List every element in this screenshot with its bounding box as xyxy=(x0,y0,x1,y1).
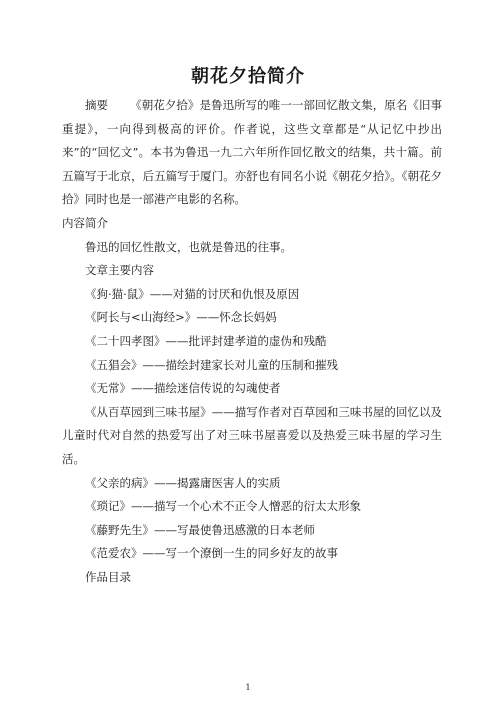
essay-item-wuchang-fair: 《五猖会》——描绘封建家长对儿童的压制和摧残 xyxy=(85,357,338,372)
document-title: 朝花夕拾简介 xyxy=(191,66,305,87)
essay-item-twenty-four-filial: 《二十四孝图》——批评封建孝道的虚伪和残酷 xyxy=(85,333,327,348)
essay-item-dog-cat-mouse: 《狗·猫·鼠》——对猫的讨厌和仇恨及原因 xyxy=(85,286,300,301)
essay-item-ah-chang: 《阿长与<山海经>》——怀念长妈妈 xyxy=(85,310,277,325)
essay-item-trivial-notes: 《琐记》——描写一个心术不正令人憎恶的衍太太形象 xyxy=(85,499,361,514)
abstract-paragraph xyxy=(62,94,442,212)
essay-item-wuchang: 《无常》——描绘迷信传说的勾魂使者 xyxy=(85,381,281,396)
abstract-text: 《朝花夕拾》是鲁迅所写的唯一一部回忆散文集，原名《旧事重提》，一向得到极高的评价。作者说，这些文章都是“从记忆中抄出来”的“回忆文”。本书为鲁迅一九二六年所作回忆散文的结集，共十篇。前五篇写于北京，后五篇写于厦门。亦舒也有同名小说《朝花夕拾》。《朝花夕拾》同时也是一部港产电影的名称。 xyxy=(62,98,443,207)
essay-item-fujino: 《藤野先生》——写最使鲁迅感激的日本老师 xyxy=(85,522,315,537)
intro-text: 鲁迅的回忆性散文，也就是鲁迅的往事。 xyxy=(85,239,292,254)
essay-item-fathers-illness: 《父亲的病》——揭露庸医害人的实质 xyxy=(85,475,281,490)
intro-heading: 内容简介 xyxy=(62,215,108,230)
page-number: 1 xyxy=(245,683,251,692)
abstract-label: 摘要 xyxy=(85,98,109,112)
main-content-heading: 文章主要内容 xyxy=(85,263,154,278)
toc-heading: 作品目录 xyxy=(85,569,131,584)
essay-item-baicaoyuan: 《从百草园到三味书屋》——描写作者对百草园和三味书屋的回忆以及儿童时代对自然的热爱写出了对三味书屋喜爱以及热爱三味书屋的学习生活。 xyxy=(62,404,442,466)
essay-item-fan-ainong: 《范爱农》——写一个潦倒一生的同乡好友的故事 xyxy=(85,546,338,561)
document-body xyxy=(62,94,442,589)
